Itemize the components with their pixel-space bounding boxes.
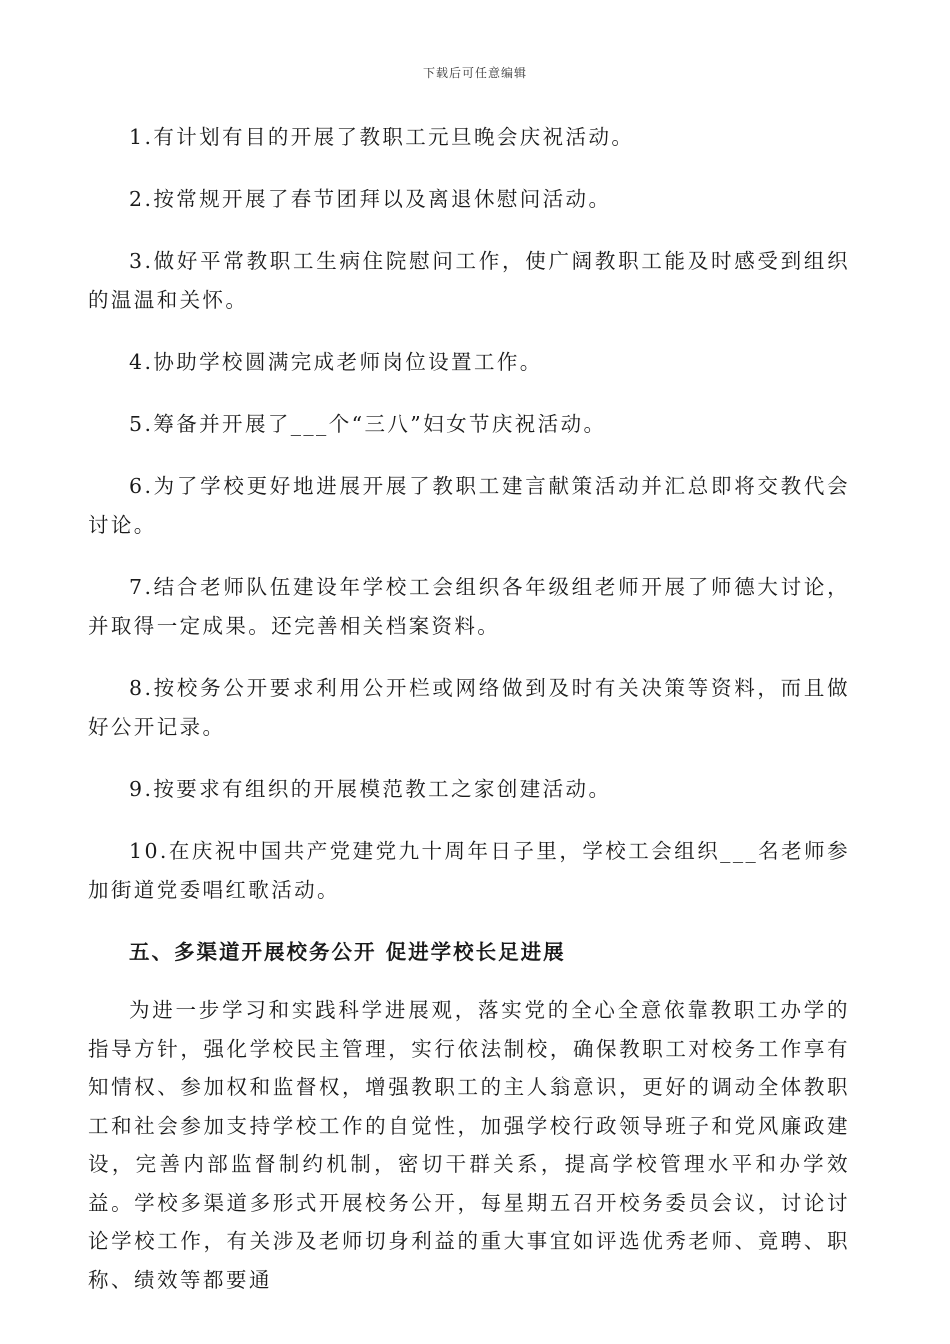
section-heading: 五、多渠道开展校务公开 促进学校长足进展	[129, 940, 566, 964]
list-item: 8.按校务公开要求利用公开栏或网络做到及时有关决策等资料，而且做好公开记录。	[88, 676, 850, 739]
list-item: 3.做好平常教职工生病住院慰问工作，使广阔教职工能及时感受到组织的温温和关怀。	[88, 249, 850, 312]
document-body	[88, 118, 850, 1299]
list-item: 5.筹备并开展了___个“三八”妇女节庆祝活动。	[129, 412, 607, 436]
list-item: 9.按要求有组织的开展模范教工之家创建活动。	[129, 777, 612, 801]
list-item: 2.按常规开展了春节团拜以及离退休慰问活动。	[129, 187, 612, 211]
list-item: 10.在庆祝中国共产党建党九十周年日子里，学校工会组织___名老师参加街道党委唱红歌活动。	[88, 839, 850, 902]
list-item: 1.有计划有目的开展了教职工元旦晚会庆祝活动。	[129, 125, 635, 149]
page-header-note: 下载后可任意编辑	[422, 66, 527, 80]
list-item: 4.协助学校圆满完成老师岗位设置工作。	[129, 350, 543, 374]
list-item: 6.为了学校更好地进展开展了教职工建言献策活动并汇总即将交教代会讨论。	[88, 474, 850, 537]
list-item: 7.结合老师队伍建设年学校工会组织各年级组老师开展了师德大讨论，并取得一定成果。还完善相关档案资料。	[88, 575, 850, 638]
section-body-paragraph: 为进一步学习和实践科学进展观，落实党的全心全意依靠教职工办学的指导方针，强化学校民主管理，实行依法制校，确保教职工对校务工作享有知情权、参加权和监督权，增强教职工的主人翁意识，更好的调动全体教职工和社会参加支持学校工作的自觉性，加强学校行政领导班子和党风廉政建设，完善内部监督制约机制，密切干群关系，提高学校管理水平和办学效益。学校多渠道多形式开展校务公开，每星期五召开校务委员会议，讨论讨论学校工作，有关涉及老师切身利益的重大事宜如评选优秀老师、竟聘、职称、绩效等都要通	[88, 998, 850, 1292]
